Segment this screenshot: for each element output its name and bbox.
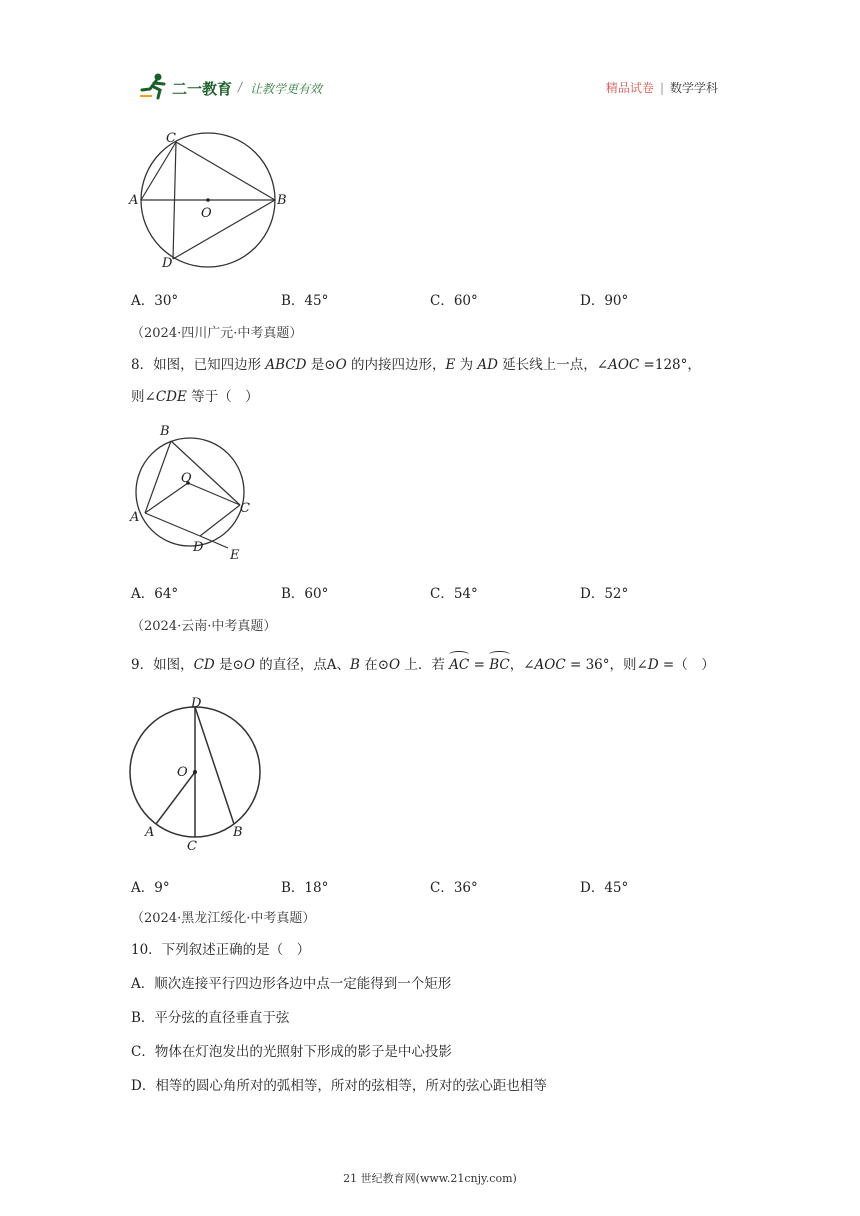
q8-option-b[interactable]: B．60° bbox=[281, 586, 329, 602]
label-a: A bbox=[145, 825, 155, 840]
center-point bbox=[193, 770, 197, 774]
chord-cb bbox=[176, 142, 275, 200]
q7-option-d[interactable]: D．90° bbox=[580, 293, 629, 309]
logo-text: 二一教育 bbox=[172, 80, 233, 98]
radius-oa bbox=[145, 483, 188, 513]
q7-option-a[interactable]: A．30° bbox=[131, 293, 179, 309]
label-d: D bbox=[193, 540, 204, 555]
label-a: A bbox=[130, 510, 140, 525]
label-o: O bbox=[181, 471, 192, 486]
figure-q9 bbox=[122, 690, 272, 855]
figure-q7 bbox=[125, 128, 295, 273]
side-dc bbox=[200, 505, 240, 536]
q8-stem-line1: 8．如图，已知四边形 ABCD 是⊙O 的内接四边形，E 为 AD 延长线上一点，∠AOC =128°， bbox=[131, 357, 701, 373]
q8-stem-line2: 则∠CDE 等于（ ） bbox=[131, 389, 259, 405]
header-right: 精品试卷 | 数学学科 bbox=[605, 81, 718, 95]
label-b: B bbox=[160, 424, 170, 439]
label-e: E bbox=[230, 548, 240, 563]
center-point bbox=[206, 198, 210, 202]
extension-de bbox=[200, 536, 228, 548]
runner-logo-icon bbox=[138, 72, 172, 100]
q10-option-a[interactable]: A．顺次连接平行四边形各边中点一定能得到一个矩形 bbox=[131, 976, 452, 992]
label-c: C bbox=[240, 501, 250, 516]
chord-db bbox=[173, 200, 275, 259]
q8-option-a[interactable]: A．64° bbox=[131, 586, 179, 602]
logo-slogan: 让教学更有效 bbox=[250, 82, 323, 96]
radius-oa bbox=[156, 772, 195, 824]
header-logo: 二一教育 / 让教学更有效 bbox=[138, 72, 348, 102]
q10-option-d[interactable]: D．相等的圆心角所对的弧相等，所对的弦相等，所对的弦心距也相等 bbox=[131, 1078, 547, 1094]
label-o: O bbox=[177, 765, 188, 780]
radius-oc bbox=[188, 483, 240, 505]
q9-option-a[interactable]: A．9° bbox=[131, 880, 170, 896]
q7-option-c[interactable]: C．60° bbox=[430, 293, 478, 309]
label-a: A bbox=[129, 193, 139, 208]
q9-source: （2024·云南·中考真题） bbox=[131, 619, 277, 634]
label-d: D bbox=[162, 256, 173, 271]
side-ad bbox=[145, 513, 200, 536]
q9-stem: 9．如图，CD 是⊙O 的直径，点A、B 在⊙O 上．若 AC = BC，∠AOC = 36°，则∠D =（ ） bbox=[131, 657, 715, 673]
figure-q8 bbox=[125, 420, 265, 565]
q7-option-b[interactable]: B．45° bbox=[281, 293, 329, 309]
q10-stem: 10．下列叙述正确的是（ ） bbox=[131, 942, 311, 958]
label-o: O bbox=[201, 206, 212, 221]
label-c: C bbox=[166, 131, 176, 146]
q10-option-b[interactable]: B．平分弦的直径垂直于弦 bbox=[131, 1010, 290, 1026]
q8-option-d[interactable]: D．52° bbox=[580, 586, 629, 602]
label-b: B bbox=[233, 825, 243, 840]
label-b: B bbox=[277, 193, 287, 208]
page-footer: 21 世纪教育网(www.21cnjy.com) bbox=[343, 1172, 517, 1185]
q10-source: （2024·黑龙江绥化·中考真题） bbox=[131, 911, 316, 926]
q9-option-b[interactable]: B．18° bbox=[281, 880, 329, 896]
chord-ca bbox=[141, 142, 176, 200]
q9-option-d[interactable]: D．45° bbox=[580, 880, 629, 896]
label-c: C bbox=[187, 839, 197, 854]
q9-option-c[interactable]: C．36° bbox=[430, 880, 478, 896]
q8-option-c[interactable]: C．54° bbox=[430, 586, 478, 602]
q8-source: （2024·四川广元·中考真题） bbox=[131, 326, 303, 341]
side-ba bbox=[145, 441, 171, 513]
header-tag: 精品试卷 bbox=[605, 81, 654, 95]
label-d: D bbox=[191, 696, 202, 711]
header-subject: 数学学科 bbox=[669, 81, 718, 95]
q10-option-c[interactable]: C．物体在灯泡发出的光照射下形成的影子是中心投影 bbox=[131, 1044, 452, 1060]
chord-db bbox=[195, 707, 234, 824]
